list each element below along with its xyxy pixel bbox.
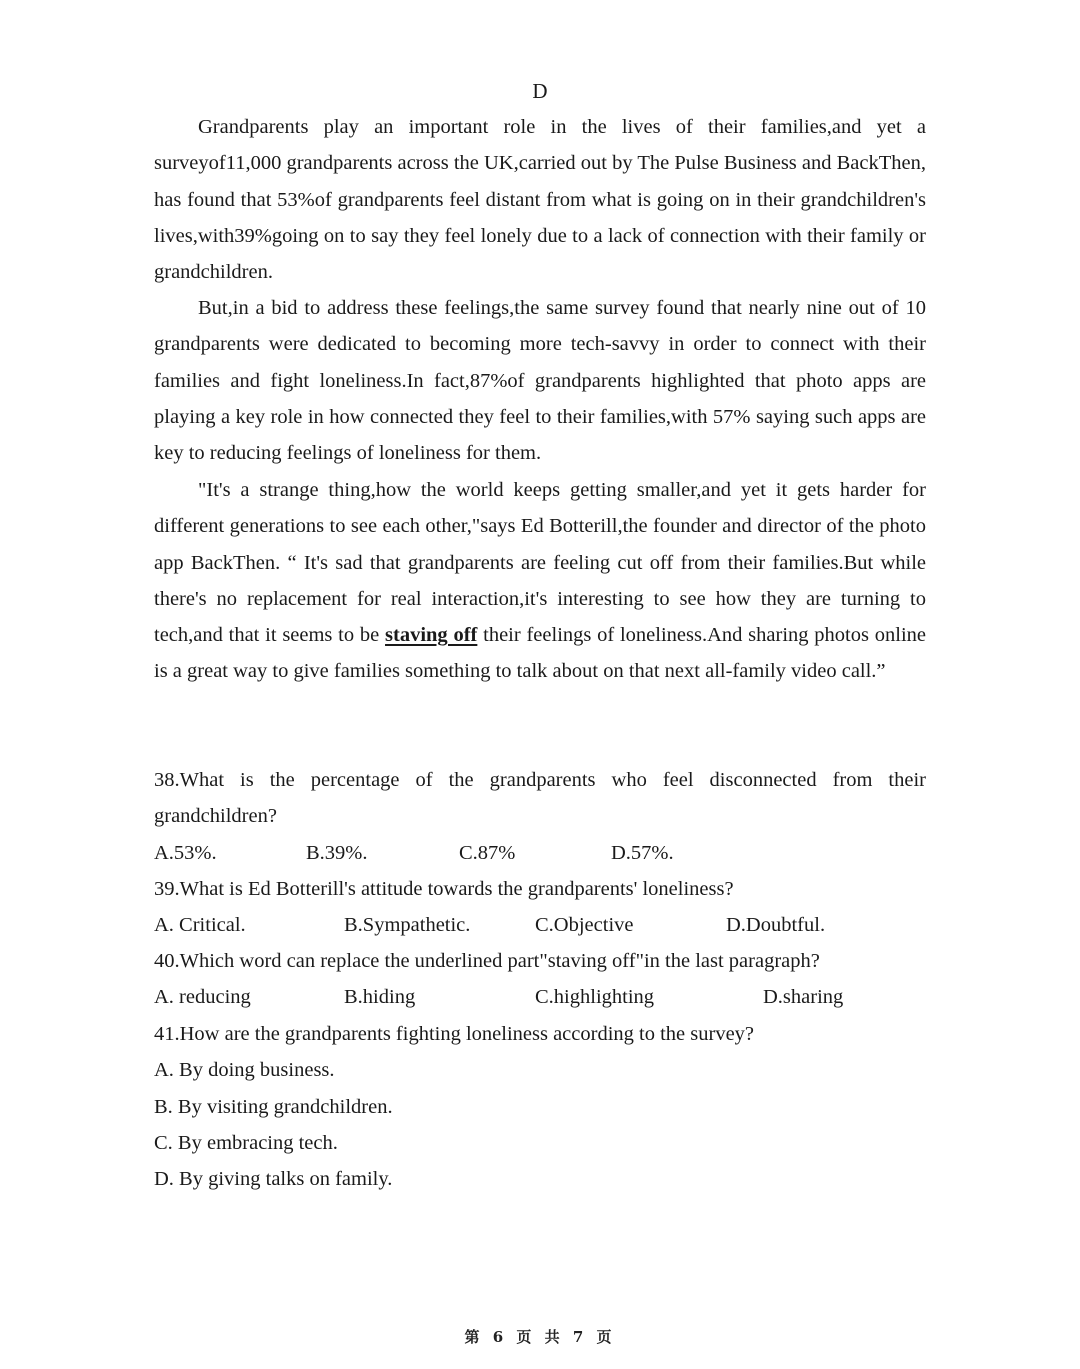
paragraph-3-text-before: "It's a strange thing,how the world keeps getting smaller,and yet it gets harder for different generations to see each other,"says Ed Botterill,the founder and director of the photo app BackThen. “ It's sad that grandparents are feeling cut off from their families.But while there's no replacement for real interaction,it's interesting to see how they are turning to tech,and that it seems to be: [154, 479, 926, 647]
question-stem: 41.How are the grandparents fighting loneliness according to the survey?: [154, 1023, 755, 1045]
page-number-footer: 第 6 页 共 7 页: [464, 1328, 616, 1346]
paragraph-3-text-after: their feelings of loneliness.And sharing photos online is a great way to give families something to talk about on that next all-family video call.”: [154, 624, 926, 683]
option-a: A. Critical.: [154, 914, 246, 937]
question-stem: 38.What is the percentage of the grandparents who feel disconnected from their grandchildren?: [154, 769, 926, 828]
question-41: [154, 1016, 926, 1197]
options-row: [154, 835, 926, 871]
option-b: B.hiding: [344, 986, 416, 1009]
underlined-phrase: staving off: [385, 624, 478, 647]
option-a: A. By doing business.: [154, 1059, 335, 1082]
passage-paragraph-2: But,in a bid to address these feelings,the same survey found that nearly nine out of 10 grandparents were dedicated to becoming more tech-savvy in order to connect with their families and fight loneliness.In fact,87%of grandparents highlighted that photo apps are playing a key role in how connected they feel to their families,with 57% saying such apps are key to reducing feelings of loneliness for them.: [154, 297, 926, 465]
option-c: C.Objective: [535, 914, 634, 937]
option-b: B.39%.: [306, 841, 368, 864]
options-row: [154, 979, 926, 1015]
option-d: D. By giving talks on family.: [154, 1168, 393, 1191]
option-d: D.Doubtful.: [726, 914, 826, 937]
option-d: D.57%.: [611, 841, 674, 864]
option-a: A. reducing: [154, 986, 251, 1009]
option-a: A.53%.: [154, 841, 217, 864]
section-label: D: [532, 79, 548, 103]
question-stem: 39.What is Ed Botterill's attitude towards the grandparents' loneliness?: [154, 878, 734, 900]
question-stem: 40.Which word can replace the underlined part"staving off"in the last paragraph?: [154, 950, 820, 972]
option-c: C.highlighting: [535, 986, 655, 1009]
option-b: B. By visiting grandchildren.: [154, 1095, 393, 1118]
passage-paragraph-1: Grandparents play an important role in the lives of their families,and yet a surveyof11,000 grandparents across the UK,carried out by The Pulse Business and BackThen, has found that 53%of grandparents feel distant from what is going on in their grandchildren's lives,with39%going on to say they feel lonely due to a lack of connection with their family or grandchildren.: [154, 116, 926, 284]
question-39: [154, 871, 926, 944]
option-c: C. By embracing tech.: [154, 1131, 338, 1154]
option-b: B.Sympathetic.: [344, 914, 471, 937]
option-d: D.sharing: [763, 986, 844, 1009]
question-40: [154, 943, 926, 1016]
passage-paragraph-3: [154, 472, 926, 690]
options-row: [154, 907, 926, 943]
question-38: [154, 762, 926, 871]
option-c: C.87%: [459, 841, 516, 864]
